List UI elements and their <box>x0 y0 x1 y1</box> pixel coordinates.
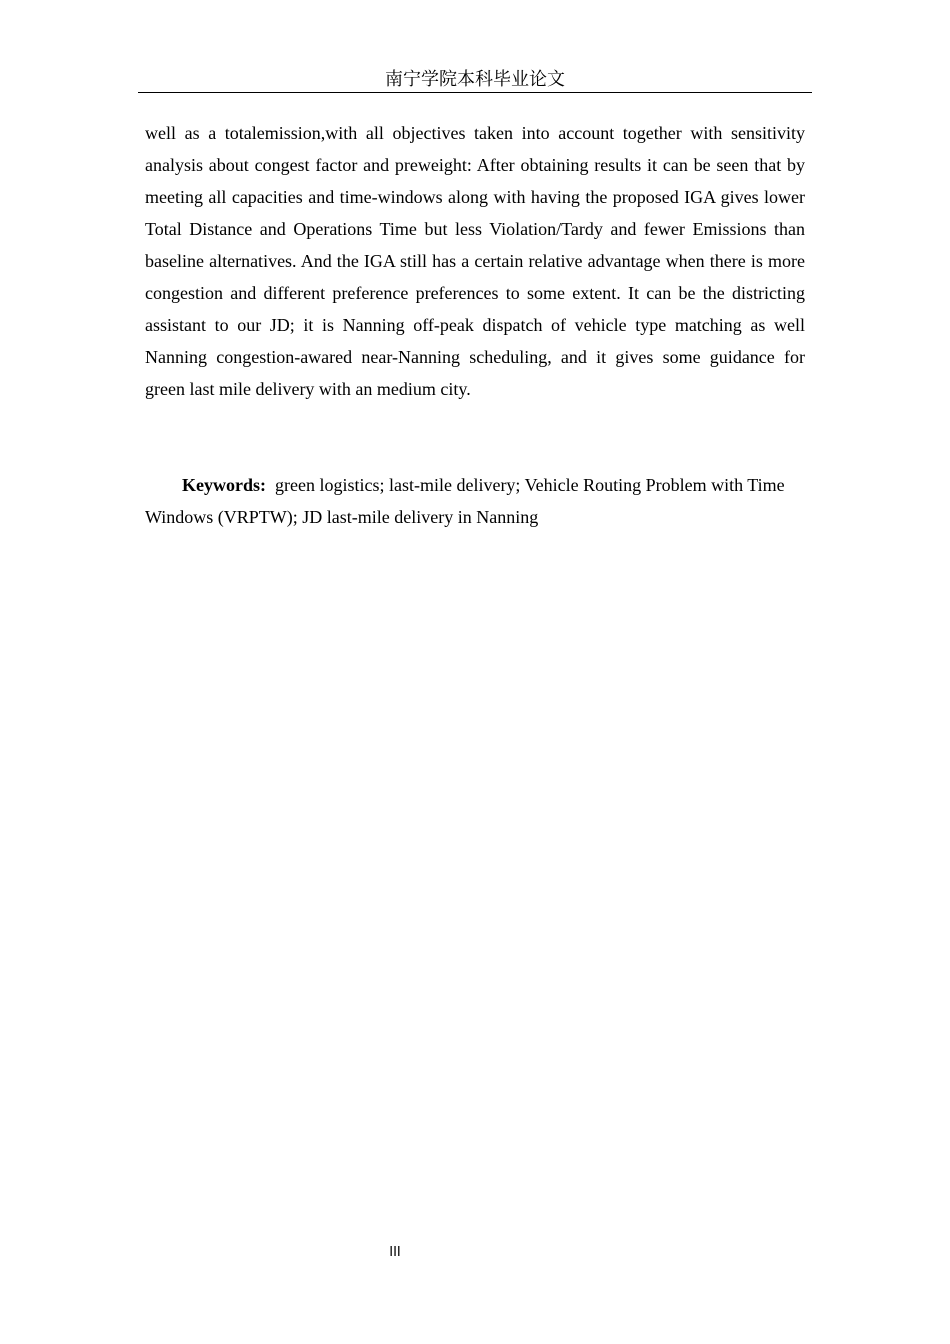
page-number: III <box>389 1245 401 1260</box>
keywords-paragraph <box>145 469 805 533</box>
abstract-paragraph: well as a totalemission,with all objectives taken into account together with sensitivity analysis about congest factor and preweight: After obtaining results it can be seen that by meeting all capacities and time-windows along with having the proposed IGA gives lower Total Distance and Operations Time but less Violation/Tardy and fewer Emissions than baseline alternatives. And the IGA still has a certain relative advantage when there is more congestion and different preference preferences to some extent. It can be the districting assistant to our JD; it is Nanning off-peak dispatch of vehicle type matching as well Nanning congestion-awared near-Nanning scheduling, and it gives some guidance for green last mile delivery with an medium city. <box>145 123 805 399</box>
keywords-text: green logistics; last-mile delivery; Vehicle Routing Problem with Time Windows (VRPTW); JD last-mile delivery in Nanning <box>145 475 785 527</box>
header-rule <box>138 92 812 93</box>
keywords-label: Keywords: <box>182 475 266 495</box>
running-header: 南宁学院本科毕业论文 <box>385 69 565 90</box>
